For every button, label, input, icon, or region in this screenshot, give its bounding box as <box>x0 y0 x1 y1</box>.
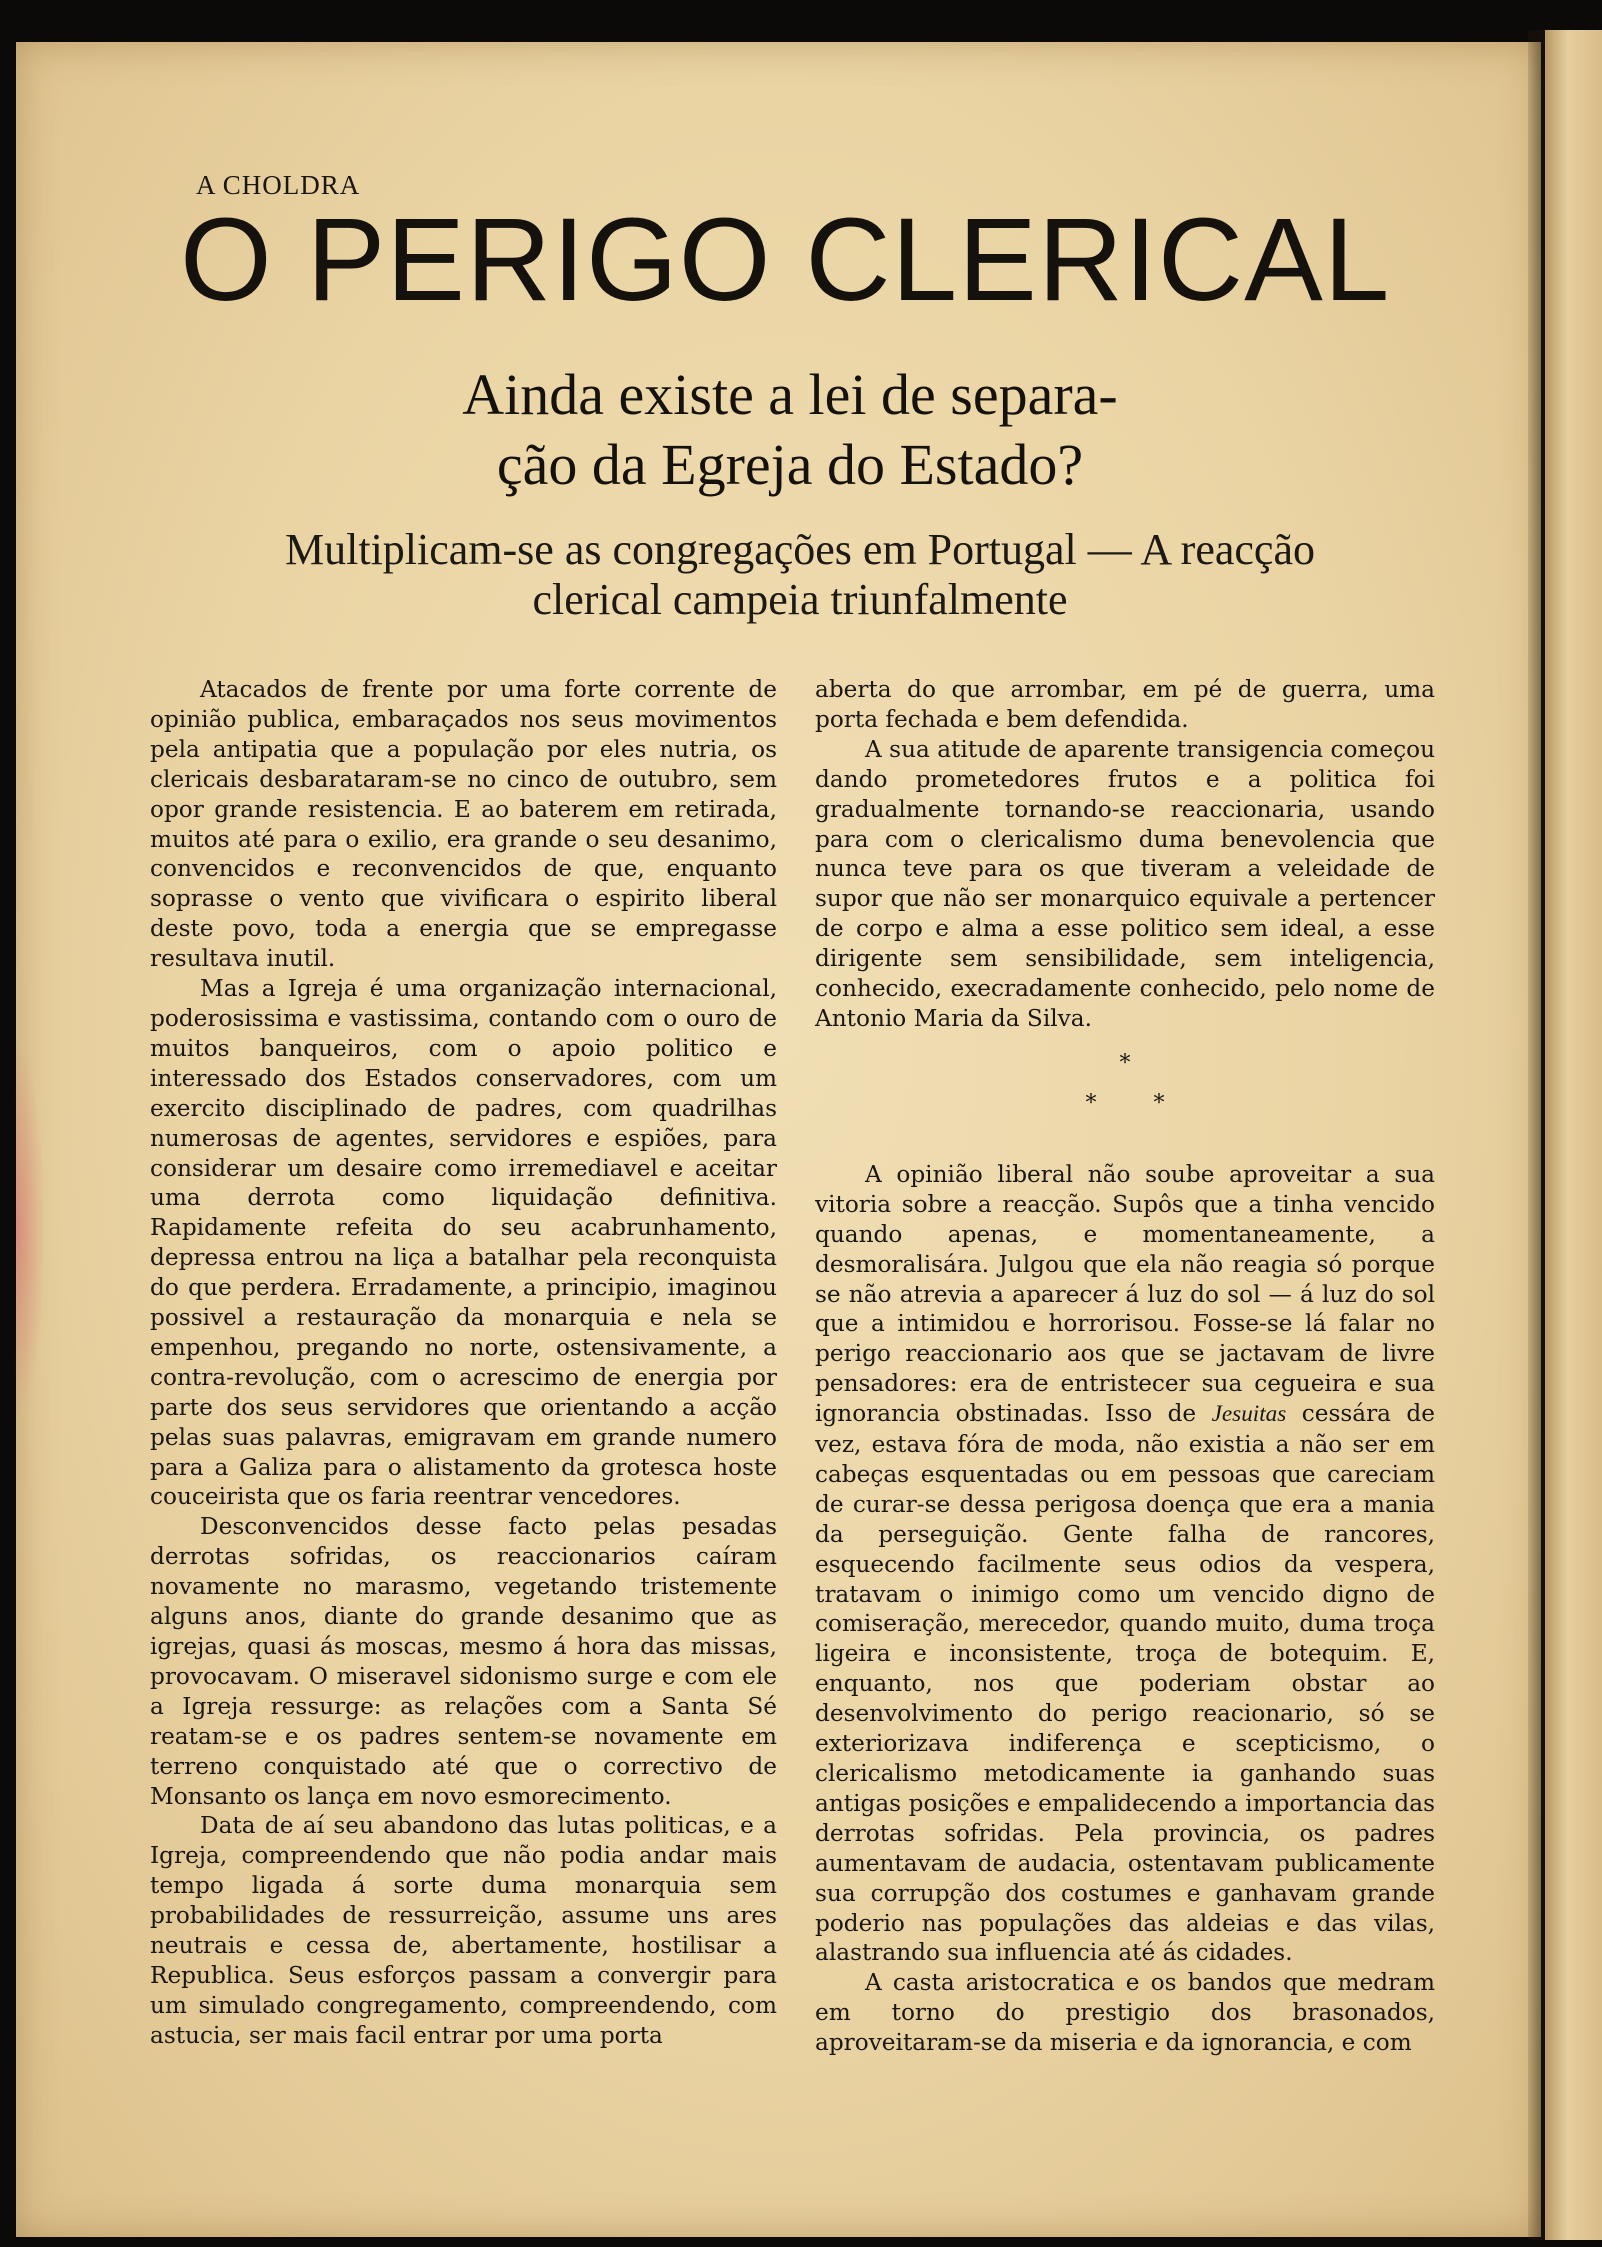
subheadline <box>380 360 1200 500</box>
ink-stain <box>16 1040 46 1420</box>
paragraph: Desconvencidos desse facto pelas pesadas derrotas sofridas, os reaccionarios caíram novamente no marasmo, vegetando tristemente alguns anos, diante do grande desanimo que as igrejas, quasi ás moscas, mesmo á hora das missas, provocavam. O miseravel sidonismo surge e com ele a Igreja ressurge: as relações com a Santa Sé reatam-se e os padres sentem-se novamente em terreno conquistado até que o correctivo de Monsanto os lança em novo esmorecimento. <box>150 1513 777 1810</box>
deck-line-1: Multiplicam-se as congregações em Portugal — A reacção <box>285 525 1315 574</box>
separator-asterisk-top: * <box>1119 1050 1131 1076</box>
left-column <box>150 675 777 2051</box>
section-kicker: A CHOLDRA <box>196 170 361 200</box>
paragraph <box>815 1160 1435 1968</box>
subheadline-line-2: ção da Egreja do Estado? <box>496 432 1084 497</box>
paragraph: Atacados de frente por uma forte corrente de opinião publica, embaraçados nos seus movimentos pela antipatia que a população por eles nutria, os clericais desbarataram-se no cinco de outubro, sem opor grande resistencia. E ao baterem em retirada, muitos até para o exilio, era grande o seu desanimo, convencidos e reconvencidos de que, enquanto soprasse o vento que vivificara o espirito liberal deste povo, toda a energia que se empregasse resultava inutil. <box>150 676 777 973</box>
adjacent-page-edge <box>1545 30 1602 2240</box>
spine-shadow <box>1528 30 1546 2240</box>
paragraph: Mas a Igreja é uma organização internacional, poderosissima e vastissima, contando com o ouro de muitos banqueiros, com o apoio politico e interessado dos Estados conservadores, com um exercito disciplinado de padres, com quadrilhas numerosas de agentes, servidores e espiões, para considerar um desaire como irremediavel e aceitar uma derrota como liquidação definitiva. Rapidamente refeita do seu acabrunhamento, depressa entrou na liça a batalhar pela reconquista do que perdera. Erradamente, a principio, imaginou possivel a restauração da monarquia e nela se empenhou, pregando no norte, ostensivamente, a contra-revolução, com o acrescimo de energia por parte dos seus servidores que orientando a acção pelas suas palavras, emigravam em grande numero para a Galiza para o alistamento da grotesca hoste couceirista que os faria reentrar vencedores. <box>150 975 777 1511</box>
paragraph-continuation: aberta do que arrombar, em pé de guerra, uma porta fechada e bem defendida. <box>815 676 1435 733</box>
paragraph: Data de aí seu abandono das lutas politicas, e a Igreja, compreendendo que não podia andar mais tempo ligada á sorte duma monarquia sem probabilidades de ressurreição, assume uns ares neutrais e cessa de, abertamente, hostilisar a Republica. Seus esforços passam a convergir para um simulado congregamento, compreendendo, com astucia, ser mais facil entrar por uma porta <box>150 1812 777 2049</box>
spacer <box>815 1124 1435 1160</box>
deck <box>200 525 1400 625</box>
subheadline-line-1: Ainda existe a lei de separa- <box>462 362 1118 427</box>
separator-asterisks-bottom: * * <box>1085 1090 1165 1116</box>
headline: O PERIGO CLERICAL <box>180 194 1391 326</box>
section-separator <box>815 1034 1435 1124</box>
italic-word: Jesuitas <box>1211 1401 1287 1428</box>
paragraph-text: A opinião liberal não soube aproveitar a sua vitoria sobre a reacção. Supôs que a tinha vencido quando apenas, e momentaneamente, a desmoralisára. Julgou que ela não reagia só porque se não atrevia a aparecer á luz do sol — á luz do sol que a intimidou e horrorisou. Fosse-se lá falar no perigo reaccionario aos que se jactavam de livre pensadores: era de entristecer sua cegueira e sua ignorancia obstinadas. Isso de <box>815 1160 1435 1428</box>
right-column <box>815 675 1435 2058</box>
paragraph: A sua atitude de aparente transigencia começou dando prometedores frutos e a politica foi gradualmente tornando-se reaccionaria, usando para com o clericalismo duma benevolencia que nunca teve para os que tiveram a veleidade de supor que não ser monarquico equivale a pertencer de corpo e alma a esse politico sem ideal, a esse dirigente sem sensibilidade, sem inteligencia, conhecido, execradamente conhecido, pelo nome de Antonio Maria da Silva. <box>815 735 1435 1032</box>
paragraph-text: cessára de vez, estava fóra de moda, não existia a não ser em cabeças esquentadas ou em pessoas que careciam de curar-se dessa perigosa doença que era a mania da perseguição. Gente falha de rancores, esquecendo facilmente seus odios da vespera, tratavam o inimigo como um vencido digno de comiseração, merecedor, quando muito, duma troça ligeira e inconsistente, troça de botequim. E, enquanto, nos que poderiam obstar ao desenvolvimento do perigo reacionario, só se exteriorizava indiferença e scepticismo, o clericalismo metodicamente ia ganhando suas antigas posições e empalidecendo a importancia das derrotas sofridas. Pela provincia, os padres aumentavam de audacia, ostentavam publicamente sua corrupção dos costumes e ganhavam grande poderio nas populações das aldeias e das vilas, alastrando sua influencia até ás cidades. <box>815 1400 1435 1967</box>
paragraph: A casta aristocratica e os bandos que medram em torno do prestigio dos brasonados, aproveitaram-se da miseria e da ignorancia, e com <box>815 1969 1435 2057</box>
deck-line-2: clerical campeia triunfalmente <box>532 575 1068 624</box>
